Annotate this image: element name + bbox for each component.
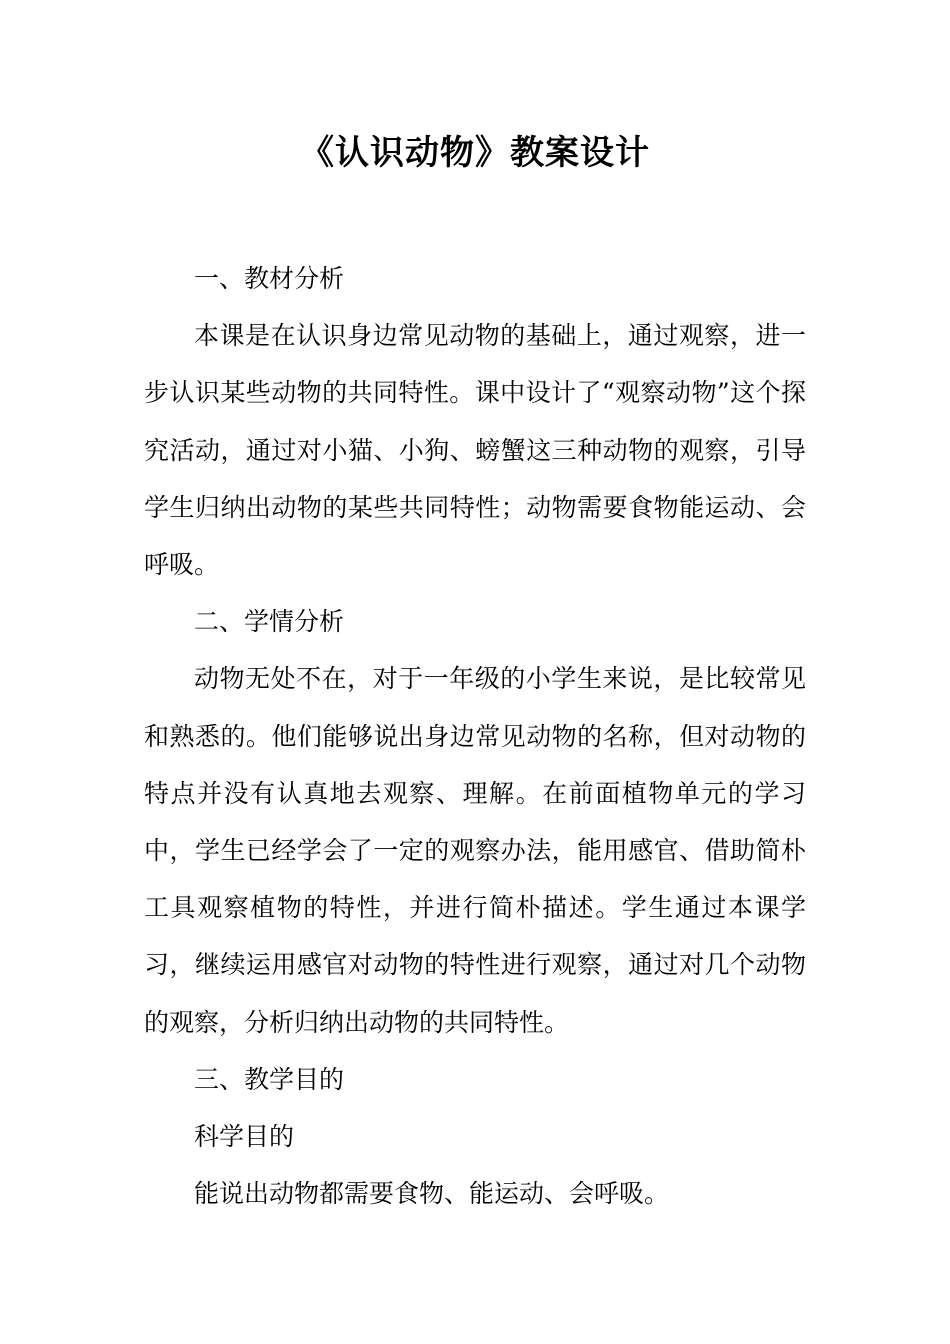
section-heading-textbook-analysis: 一、教材分析 [194,264,345,293]
paragraph-textbook-analysis: 本课是在认识身边常见动物的基础上，通过观察，进一步认识某些动物的共同特性。课中设计了“观察动物”这个探究活动，通过对小猫、小狗、螃蟹这三种动物的观察，引导学生归纳出动物的某些共同特性；动物需要食物能运动、会呼吸。 [144,321,806,580]
section-heading-teaching-objectives: 三、教学目的 [194,1064,345,1094]
paragraph-science-objective: 能说出动物都需要食物、能运动、会呼吸。 [194,1179,670,1209]
document-title: 《认识动物》教案设计 [300,133,650,173]
paragraph-student-analysis: 动物无处不在，对于一年级的小学生来说，是比较常见和熟悉的。他们能够说出身边常见动物的名称，但对动物的特点并没有认真地去观察、理解。在前面植物单元的学习中，学生已经学会了一定的观察办法，能用感官、借助简朴工具观察植物的特性，并进行简朴描述。学生通过本课学习，继续运用感官对动物的特性进行观察，通过对几个动物的观察，分析归纳出动物的共同特性。 [144,664,806,1037]
section-heading-student-analysis: 二、学情分析 [194,607,345,637]
subheading-science-objectives: 科学目的 [194,1122,295,1152]
document-body [144,250,806,1222]
